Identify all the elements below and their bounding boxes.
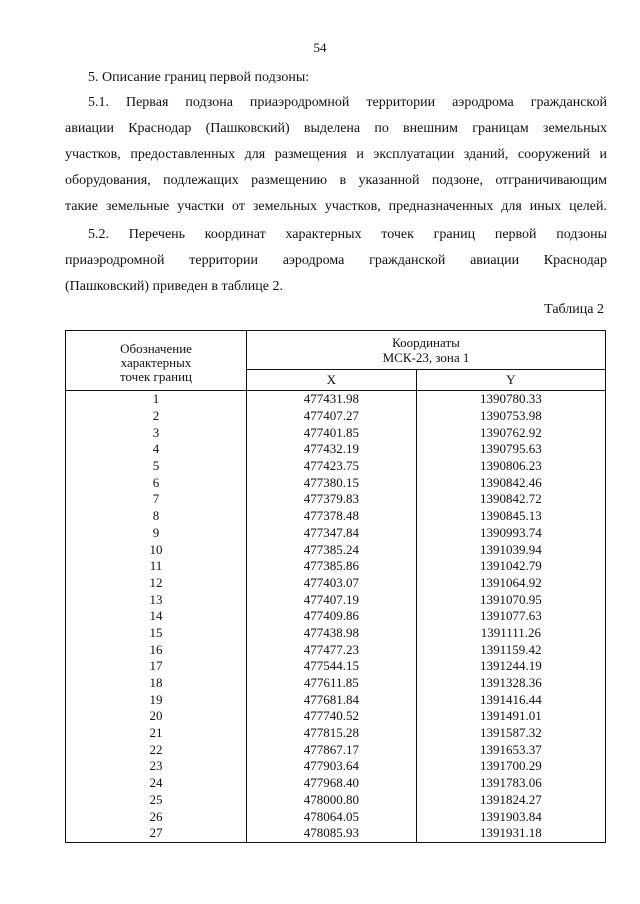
point-number-cell: 24 [66, 775, 247, 792]
x-coordinate-cell: 477347.84 [247, 525, 417, 542]
y-coordinate-cell: 1391416.44 [416, 691, 605, 708]
y-coordinate-cell: 1390842.72 [416, 491, 605, 508]
y-coordinate-cell: 1390795.63 [416, 441, 605, 458]
header-coordinates [247, 331, 606, 370]
x-coordinate-cell: 478064.05 [247, 808, 417, 825]
table-row [66, 675, 606, 692]
table-row [66, 575, 606, 592]
x-coordinate-cell: 477401.85 [247, 424, 417, 441]
point-number-cell: 25 [66, 792, 247, 809]
point-number-cell: 26 [66, 808, 247, 825]
point-number-cell: 8 [66, 508, 247, 525]
point-number-cell: 9 [66, 525, 247, 542]
paragraph-line: такие земельные участки от земельных участков, предназначенных для иных целей. [65, 199, 607, 214]
paragraph-line: 5.1. Первая подзона приаэродромной территории аэродрома гражданской [88, 95, 607, 110]
x-coordinate-cell: 477968.40 [247, 775, 417, 792]
x-coordinate-cell: 477403.07 [247, 575, 417, 592]
header-y: Y [416, 370, 605, 391]
x-coordinate-cell: 477867.17 [247, 741, 417, 758]
x-coordinate-cell: 477379.83 [247, 491, 417, 508]
point-number-cell: 27 [66, 825, 247, 842]
paragraph-5-2 [65, 222, 607, 300]
y-coordinate-cell: 1391700.29 [416, 758, 605, 775]
table-row [66, 641, 606, 658]
y-coordinate-cell: 1391039.94 [416, 541, 605, 558]
x-coordinate-cell: 477432.19 [247, 441, 417, 458]
paragraph-line: оборудования, подлежащих размещению в указанной подзоне, отграничивающим [65, 173, 607, 188]
y-coordinate-cell: 1390806.23 [416, 458, 605, 475]
point-number-cell: 13 [66, 591, 247, 608]
table-row [66, 458, 606, 475]
y-coordinate-cell: 1391070.95 [416, 591, 605, 608]
point-number-cell: 21 [66, 725, 247, 742]
x-coordinate-cell: 477438.98 [247, 625, 417, 642]
table-row [66, 408, 606, 425]
table-row [66, 691, 606, 708]
y-coordinate-cell: 1391824.27 [416, 792, 605, 809]
point-number-cell: 5 [66, 458, 247, 475]
y-coordinate-cell: 1391783.06 [416, 775, 605, 792]
y-coordinate-cell: 1391653.37 [416, 741, 605, 758]
point-number-cell: 20 [66, 708, 247, 725]
point-number-cell: 4 [66, 441, 247, 458]
table-row [66, 792, 606, 809]
coordinates-table [65, 330, 606, 843]
table-row [66, 808, 606, 825]
x-coordinate-cell: 477385.86 [247, 558, 417, 575]
x-coordinate-cell: 477423.75 [247, 458, 417, 475]
y-coordinate-cell: 1390762.92 [416, 424, 605, 441]
point-number-cell: 19 [66, 691, 247, 708]
table-row [66, 658, 606, 675]
y-coordinate-cell: 1391159.42 [416, 641, 605, 658]
table-row [66, 625, 606, 642]
header-line: МСК-23, зона 1 [382, 350, 470, 365]
header-line: точек границ [119, 368, 193, 384]
point-number-cell: 2 [66, 408, 247, 425]
table-row [66, 491, 606, 508]
y-coordinate-cell: 1391244.19 [416, 658, 605, 675]
point-number-cell: 3 [66, 424, 247, 441]
x-coordinate-cell: 477380.15 [247, 474, 417, 491]
point-number-cell: 18 [66, 675, 247, 692]
point-number-cell: 10 [66, 541, 247, 558]
point-number-cell: 7 [66, 491, 247, 508]
table-row [66, 441, 606, 458]
table-row [66, 541, 606, 558]
y-coordinate-cell: 1391931.18 [416, 825, 605, 842]
x-coordinate-cell: 477477.23 [247, 641, 417, 658]
table-row [66, 725, 606, 742]
y-coordinate-cell: 1390842.46 [416, 474, 605, 491]
point-number-cell: 17 [66, 658, 247, 675]
header-line: Координаты [392, 335, 460, 350]
table-row [66, 775, 606, 792]
x-coordinate-cell: 477544.15 [247, 658, 417, 675]
x-coordinate-cell: 477385.24 [247, 541, 417, 558]
table-row [66, 608, 606, 625]
point-number-cell: 11 [66, 558, 247, 575]
table-body [66, 391, 606, 843]
point-number-cell: 22 [66, 741, 247, 758]
x-coordinate-cell: 477815.28 [247, 725, 417, 742]
point-number-cell: 14 [66, 608, 247, 625]
x-coordinate-cell: 477681.84 [247, 691, 417, 708]
header-x: X [247, 370, 417, 391]
paragraph-line: приаэродромной территории аэродрома гражданской авиации Краснодар [65, 253, 607, 268]
y-coordinate-cell: 1391042.79 [416, 558, 605, 575]
point-number-cell: 12 [66, 575, 247, 592]
table-row [66, 591, 606, 608]
y-coordinate-cell: 1390780.33 [416, 391, 605, 408]
y-coordinate-cell: 1391111.26 [416, 625, 605, 642]
x-coordinate-cell: 477740.52 [247, 708, 417, 725]
y-coordinate-cell: 1391903.84 [416, 808, 605, 825]
paragraph-line: 5.2. Перечень координат характерных точек границ первой подзоны [88, 227, 607, 242]
y-coordinate-cell: 1391328.36 [416, 675, 605, 692]
y-coordinate-cell: 1390753.98 [416, 408, 605, 425]
table-row [66, 525, 606, 542]
table-row [66, 558, 606, 575]
table-row [66, 424, 606, 441]
section-heading: 5. Описание границ первой подзоны: [88, 70, 310, 85]
page-number: 54 [313, 40, 327, 55]
table-row [66, 758, 606, 775]
header-line: характерных [120, 354, 192, 370]
x-coordinate-cell: 477378.48 [247, 508, 417, 525]
y-coordinate-cell: 1391077.63 [416, 608, 605, 625]
y-coordinate-cell: 1391491.01 [416, 708, 605, 725]
paragraph-line: авиации Краснодар (Пашковский) выделена по внешним границам земельных [65, 121, 607, 136]
y-coordinate-cell: 1390845.13 [416, 508, 605, 525]
table-row [66, 741, 606, 758]
table-row [66, 825, 606, 842]
y-coordinate-cell: 1391587.32 [416, 725, 605, 742]
table-caption: Таблица 2 [544, 302, 604, 317]
point-number-cell: 16 [66, 641, 247, 658]
table-row [66, 508, 606, 525]
paragraph-5-1 [65, 90, 607, 220]
y-coordinate-cell: 1391064.92 [416, 575, 605, 592]
x-coordinate-cell: 477407.19 [247, 591, 417, 608]
y-coordinate-cell: 1390993.74 [416, 525, 605, 542]
x-coordinate-cell: 477407.27 [247, 408, 417, 425]
table-row [66, 708, 606, 725]
x-coordinate-cell: 478085.93 [247, 825, 417, 842]
x-coordinate-cell: 478000.80 [247, 792, 417, 809]
x-coordinate-cell: 477903.64 [247, 758, 417, 775]
header-point-label [66, 331, 247, 391]
header-line: Обозначение [120, 340, 192, 356]
table-row [66, 474, 606, 491]
point-number-cell: 23 [66, 758, 247, 775]
table-row [66, 391, 606, 408]
paragraph-line: участков, предоставленных для размещения и эксплуатации зданий, сооружений и [65, 147, 607, 162]
point-number-cell: 15 [66, 625, 247, 642]
x-coordinate-cell: 477409.86 [247, 608, 417, 625]
x-coordinate-cell: 477611.85 [247, 675, 417, 692]
point-number-cell: 6 [66, 474, 247, 491]
x-coordinate-cell: 477431.98 [247, 391, 417, 408]
paragraph-line: (Пашковский) приведен в таблице 2. [65, 279, 283, 294]
point-number-cell: 1 [66, 391, 247, 408]
